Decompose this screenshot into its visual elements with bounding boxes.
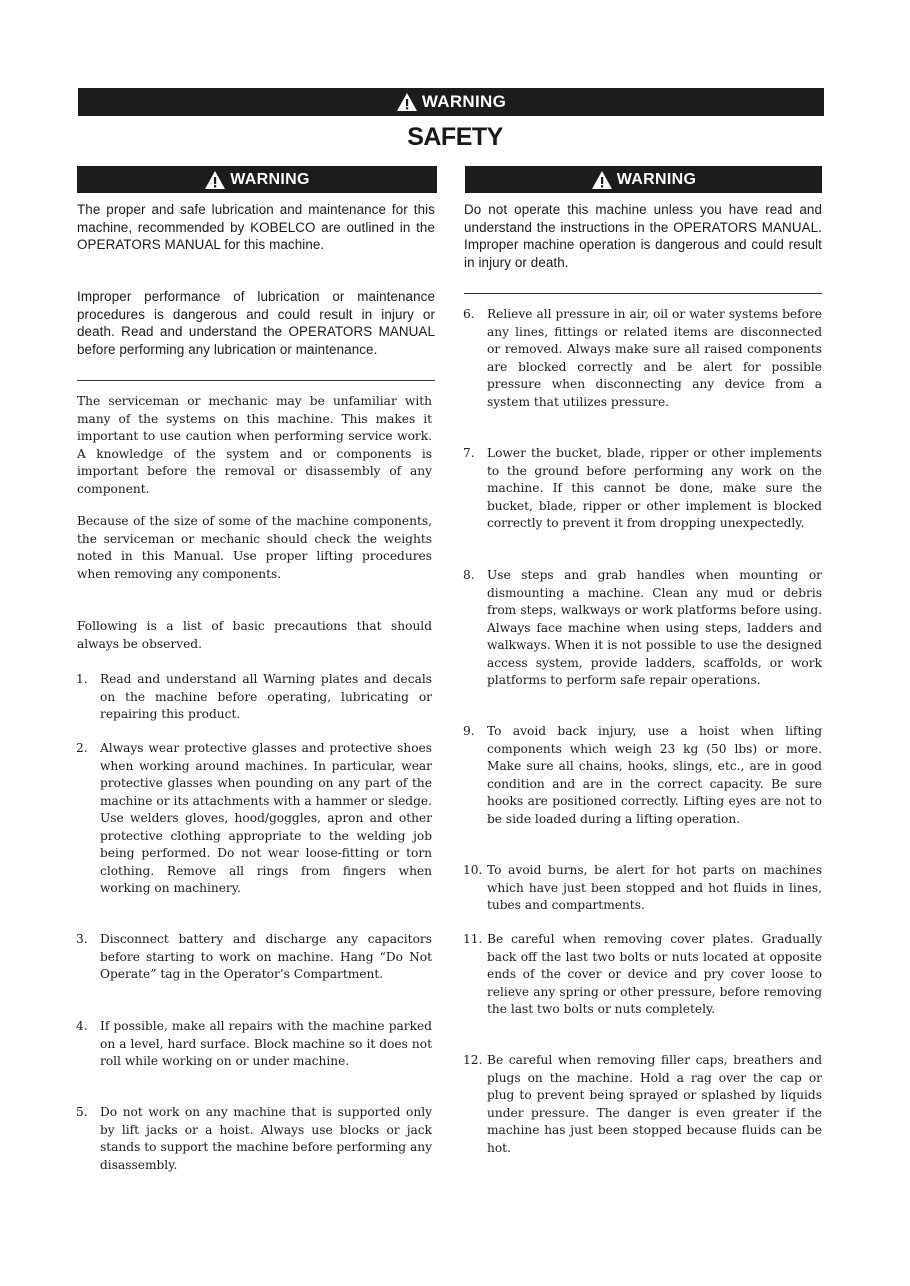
- precaution-item-11: [463, 931, 822, 1019]
- precaution-item-1: [76, 671, 432, 724]
- intro-paragraph-1: The serviceman or mechanic may be unfamiliar with many of the systems on this machine. This makes it important to use caution when performing service work. A knowledge of the system and or components is important before the removal or disassembly of any component.: [77, 394, 432, 496]
- precaution-number: 12.: [463, 1053, 483, 1067]
- left-warning-label: WARNING: [230, 170, 310, 188]
- precaution-item-9: [463, 723, 822, 828]
- top-warning-banner: [78, 88, 824, 116]
- precaution-number: 6.: [463, 307, 475, 321]
- intro-paragraph-3: Following is a list of basic precautions that should always be observed.: [77, 619, 432, 651]
- precaution-number: 1.: [76, 672, 88, 686]
- precaution-text: Disconnect battery and discharge any capacitors before starting to work on machine. Hang “Do Not Operate” tag in the Operator’s Compartment.: [100, 932, 432, 981]
- precaution-text: To avoid burns, be alert for hot parts on machines which have just been stopped and hot fluids in lines, tubes and compartments.: [487, 863, 822, 912]
- precaution-number: 11.: [463, 932, 483, 946]
- precaution-item-6: [463, 306, 822, 411]
- precaution-text: If possible, make all repairs with the machine parked on a level, hard surface. Block machine so it does not roll while working on or under machine.: [100, 1019, 432, 1068]
- precaution-text: Be careful when removing filler caps, breathers and plugs on the machine. Hold a rag over the cap or plug to prevent being sprayed or splashed by liquids under pressure. The danger is even greater if the machine has just been stopped because fluids can be hot.: [487, 1053, 822, 1155]
- precaution-item-3: [76, 931, 432, 984]
- page-title: SAFETY: [407, 123, 503, 151]
- precaution-number: 7.: [463, 446, 475, 460]
- precaution-text: Relieve all pressure in air, oil or water systems before any lines, fittings or related items are disconnected or removed. Always make sure all raised components are blocked correctly and be alert for possible pressure when disconnecting any device from a system that utilizes pressure.: [487, 307, 822, 409]
- precaution-number: 4.: [76, 1019, 88, 1033]
- precaution-item-5: [76, 1104, 432, 1174]
- right-warning-label: WARNING: [616, 170, 697, 188]
- precaution-item-10: [463, 862, 822, 915]
- precaution-item-8: [463, 567, 822, 690]
- precaution-item-2: [76, 740, 432, 898]
- left-warning-divider: [77, 380, 435, 381]
- precaution-number: 9.: [463, 724, 475, 738]
- right-warning-paragraph: Do not operate this machine unless you have read and understand the instructions in the OPERATORS MANUAL. Improper machine operation is dangerous and could result in injury or death.: [464, 202, 822, 270]
- precaution-number: 10.: [463, 863, 483, 877]
- warning-triangle-icon: [396, 92, 418, 112]
- precaution-number: 5.: [76, 1105, 88, 1119]
- left-warning-banner: [77, 166, 437, 193]
- precaution-item-4: [76, 1018, 432, 1071]
- precaution-text: To avoid back injury, use a hoist when lifting components which weigh 23 kg (50 lbs) or more. Make sure all chains, hooks, slings, etc., are in good condition and are in the correct capacity. Be sure hooks are positioned correctly. Lifting eyes are not to be side loaded during a lifting operation.: [487, 724, 822, 826]
- warning-triangle-icon: [204, 170, 226, 190]
- precaution-text: Use steps and grab handles when mounting or dismounting a machine. Clean any mud or debris from steps, walkways or work platforms before using. Always face machine when using steps, ladders and walkways. When it is not possible to use the designed access system, provide ladders, scaffolds, or work platforms to perform safe repair operations.: [487, 568, 822, 687]
- right-warning-banner: [465, 166, 822, 193]
- precaution-text: Read and understand all Warning plates and decals on the machine before operating, lubricating or repairing this product.: [100, 672, 432, 721]
- precaution-text: Be careful when removing cover plates. Gradually back off the last two bolts or nuts located at opposite ends of the cover or device and pry cover loose to relieve any spring or other pressure, before removing the last two bolts or nuts completely.: [487, 932, 822, 1016]
- warning-triangle-icon: [591, 170, 613, 190]
- intro-paragraph-2: Because of the size of some of the machine components, the serviceman or mechanic should check the weights noted in this Manual. Use proper lifting procedures when removing any components.: [77, 514, 432, 581]
- precaution-item-12: [463, 1052, 822, 1157]
- precaution-number: 3.: [76, 932, 88, 946]
- precaution-text: Always wear protective glasses and protective shoes when working around machines. In particular, wear protective glasses when pounding on any part of the machine or its attachments with a hammer or sledge. Use welders gloves, hood/goggles, apron and other protective clothing appropriate to the welding job being performed. Do not wear loose-fitting or torn clothing. Remove all rings from fingers when working on machinery.: [100, 741, 432, 895]
- left-warning-paragraph-1: The proper and safe lubrication and maintenance for this machine, recommended by KOBELCO are outlined in the OPERATORS MANUAL for this machine.: [77, 202, 435, 252]
- right-warning-divider: [464, 293, 822, 294]
- left-warning-paragraph-2: Improper performance of lubrication or maintenance procedures is dangerous and could result in injury or death. Read and understand the OPERATORS MANUAL before performing any lubrication or maintenance.: [77, 289, 435, 357]
- precaution-number: 8.: [463, 568, 475, 582]
- precaution-item-7: [463, 445, 822, 533]
- top-warning-label: WARNING: [421, 92, 507, 111]
- precaution-number: 2.: [76, 741, 88, 755]
- precaution-text: Do not work on any machine that is supported only by lift jacks or a hoist. Always use blocks or jack stands to support the machine before performing any disassembly.: [100, 1105, 432, 1172]
- precaution-text: Lower the bucket, blade, ripper or other implements to the ground before performing any work on the machine. If this cannot be done, make sure the bucket, blade, ripper or other implement is blocked correctly to prevent it from dropping unexpectedly.: [487, 446, 822, 530]
